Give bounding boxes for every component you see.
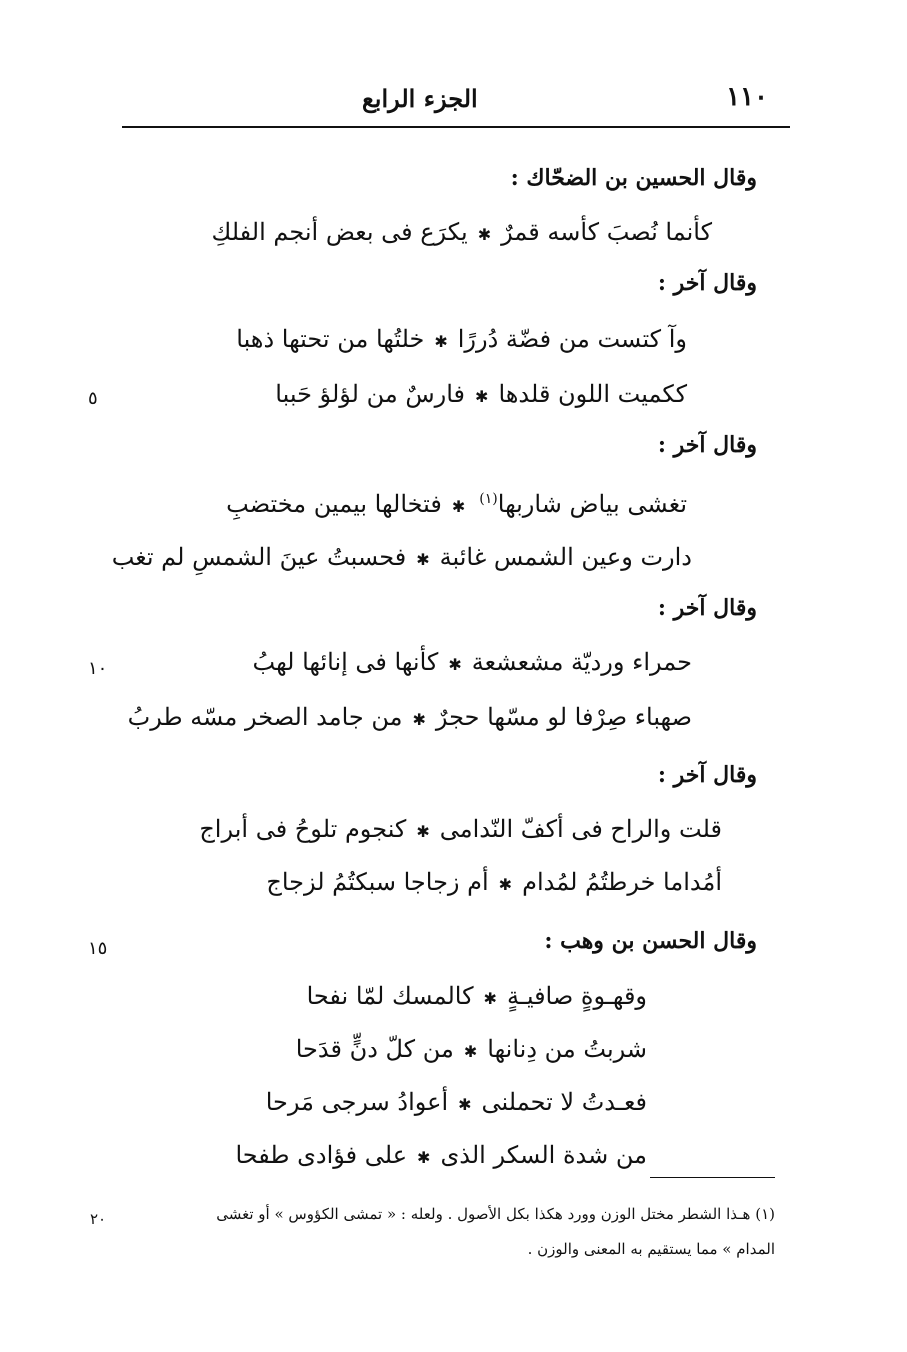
verse-line <box>226 490 687 518</box>
verse-second-hemistich: فحسبتُ عينَ الشمسِ لم تغب <box>111 543 407 571</box>
hemistich-separator: ✱ <box>463 1042 478 1061</box>
verse-first-hemistich: ككميت اللون قلدها <box>498 380 687 408</box>
verse-line <box>275 380 687 408</box>
footnote-line: (١) هـذا الشطر مختل الوزن وورد هكذا بكل الأصول . ولعله : « تمشى الكؤوس » أو تغشى <box>216 1205 775 1223</box>
verse-first-hemistich: من شدة السكر الذى <box>440 1141 647 1169</box>
hemistich-separator: ✱ <box>458 1095 472 1114</box>
verse-line <box>296 1035 647 1063</box>
footnote-line: المدام » مما يستقيم به المعنى والوزن . <box>527 1240 775 1258</box>
verse-line <box>253 648 693 676</box>
hemistich-separator: ✱ <box>475 387 489 406</box>
page-header <box>122 80 790 128</box>
poem-intro: وقال آخر : <box>657 270 757 296</box>
hemistich-separator: ✱ <box>498 875 513 894</box>
verse-line <box>266 868 722 896</box>
verse-second-hemistich: كأنها فى إنائها لهبُ <box>252 648 439 676</box>
line-number-margin: ٢٠ <box>90 1210 107 1228</box>
poem-intro: وقال الحسين بن الضحّاك : <box>510 165 757 191</box>
hemistich-separator: ✱ <box>417 1148 431 1167</box>
verse-first-hemistich: وآ كتست من فضّة دُررًا <box>457 325 687 353</box>
verse-line <box>211 218 712 246</box>
verse-line <box>112 543 692 571</box>
footnote-reference: (١) <box>479 491 498 507</box>
line-number-margin: ١٠ <box>88 658 108 679</box>
verse-first-hemistich: دارت وعين الشمس غائبة <box>439 543 692 571</box>
page-number: ١١٠ <box>726 82 768 112</box>
verse-first-hemistich-text: تغشى بياض شاربها <box>497 490 687 518</box>
running-title: الجزء الرابع <box>362 84 478 113</box>
poem-intro: وقال آخر : <box>657 762 757 788</box>
hemistich-separator: ✱ <box>412 710 426 729</box>
verse-first-hemistich: شربتُ من دِنانها <box>487 1035 647 1063</box>
verse-second-hemistich: من كلّ دنٍّ قدَحا <box>295 1035 454 1063</box>
poem-intro: وقال آخر : <box>657 595 757 621</box>
footnote-separator <box>650 1177 775 1178</box>
verse-second-hemistich: على فؤادى طفحا <box>235 1141 408 1169</box>
verse-second-hemistich: أم زجاجا سبكتُمُ لزجاج <box>266 868 489 896</box>
hemistich-separator: ✱ <box>483 989 497 1008</box>
poem-intro: وقال الحسن بن وهب : <box>544 928 757 954</box>
poem-intro: وقال آخر : <box>657 432 757 458</box>
verse-second-hemistich: كنجوم تلوحُ فى أبراج <box>199 815 407 843</box>
verse-second-hemistich: كالمسك لمّا نفحا <box>306 982 474 1010</box>
hemistich-separator: ✱ <box>416 550 430 569</box>
verse-first-hemistich: قلت والراح فى أكفّ النّدامى <box>439 815 722 843</box>
verse-line <box>236 325 687 353</box>
verse-first-hemistich: فعـدتُ لا تحملنى <box>481 1088 647 1116</box>
verse-second-hemistich: فارسٌ من لؤلؤ حَببا <box>275 380 466 408</box>
verse-first-hemistich: أمُداما خرطتُمُ لمُدام <box>522 868 722 896</box>
verse-second-hemistich: خلتُها من تحتها ذهبا <box>236 325 425 353</box>
verse-second-hemistich: من جامد الصخر مسّه طربُ <box>127 703 403 731</box>
verse-first-hemistich: حمراء ورديّة مشعشعة <box>471 648 692 676</box>
line-number-margin: ١٥ <box>88 938 108 959</box>
verse-line <box>266 1088 647 1116</box>
verse-line <box>128 703 692 731</box>
verse-second-hemistich: فتخالها بيمين مختضبِ <box>226 490 442 518</box>
verse-first-hemistich: كأنما نُصبَ كأسه قمرٌ <box>501 218 712 246</box>
verse-line <box>199 815 722 843</box>
hemistich-separator: ✱ <box>416 822 430 841</box>
hemistich-separator: ✱ <box>434 332 448 351</box>
verse-first-hemistich <box>475 490 687 518</box>
line-number-margin: ٥ <box>88 388 98 409</box>
verse-first-hemistich: وقهـوةٍ صافيـةٍ <box>506 982 647 1010</box>
hemistich-separator: ✱ <box>448 655 462 674</box>
verse-line <box>307 982 647 1010</box>
hemistich-separator: ✱ <box>451 497 466 516</box>
verse-second-hemistich: أعوادُ سرجى مَرحا <box>265 1088 449 1116</box>
verse-second-hemistich: يكرَع فى بعض أنجم الفلكِ <box>211 218 468 246</box>
verse-first-hemistich: صهباء صِرْفا لو مسّها حجرٌ <box>435 703 692 731</box>
hemistich-separator: ✱ <box>477 225 492 244</box>
verse-line <box>235 1141 647 1169</box>
